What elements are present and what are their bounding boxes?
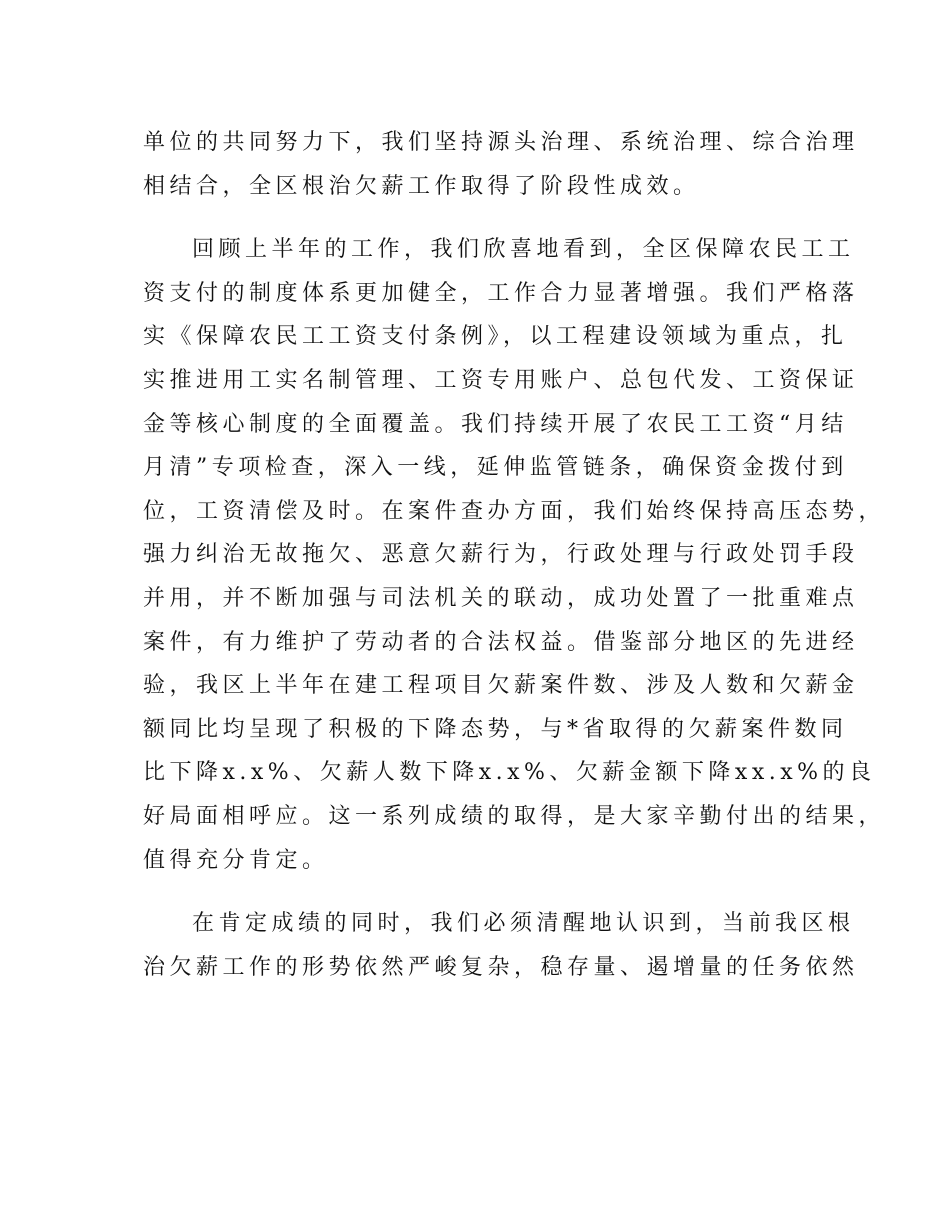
text-line: 额同比均呈现了积极的下降态势，与*省取得的欠薪案件数同 (143, 716, 848, 742)
text-line: 并用，并不断加强与司法机关的联动，成功处置了一批重难点 (143, 585, 859, 611)
text-line: 强力纠治无故拖欠、恶意欠薪行为，行政处理与行政处罚手段 (143, 542, 859, 568)
text-line: 实《保障农民工工资支付条例》，以工程建设领域为重点，扎 (143, 324, 848, 350)
text-line: 资支付的制度体系更加健全，工作合力显著增强。我们严格落 (143, 280, 859, 306)
text-line: 值得充分肯定。 (143, 847, 329, 873)
text-line: 金等核心制度的全面覆盖。我们持续开展了农民工工资“月结 (143, 411, 848, 437)
text-line: 回顾上半年的工作，我们欣喜地看到，全区保障农民工工 (192, 237, 855, 263)
text-line: 好局面相呼应。这一系列成绩的取得，是大家辛勤付出的结果， (143, 803, 886, 829)
text-line: 位，工资清偿及时。在案件查办方面，我们始终保持高压态势， (143, 498, 886, 524)
paragraph (143, 902, 859, 989)
text-line: 月清”专项检查，深入一线，延伸监管链条，确保资金拨付到 (143, 455, 848, 481)
paragraph (143, 228, 886, 882)
paragraph (143, 121, 859, 208)
text-line: 单位的共同努力下，我们坚持源头治理、系统治理、综合治理 (143, 130, 859, 155)
document-body (143, 121, 886, 1009)
text-line: 治欠薪工作的形势依然严峻复杂，稳存量、遏增量的任务依然 (143, 954, 859, 980)
text-line: 相结合，全区根治欠薪工作取得了阶段性成效。 (143, 173, 700, 199)
text-line: 案件，有力维护了劳动者的合法权益。借鉴部分地区的先进经 (143, 629, 859, 655)
text-line: 比下降x.x%、欠薪人数下降x.x%、欠薪金额下降xx.x%的良 (143, 760, 876, 786)
text-line: 在肯定成绩的同时，我们必须清醒地认识到，当前我区根 (192, 911, 855, 937)
text-line: 验，我区上半年在建工程项目欠薪案件数、涉及人数和欠薪金 (143, 673, 859, 699)
text-line: 实推进用工实名制管理、工资专用账户、总包代发、工资保证 (143, 367, 859, 393)
